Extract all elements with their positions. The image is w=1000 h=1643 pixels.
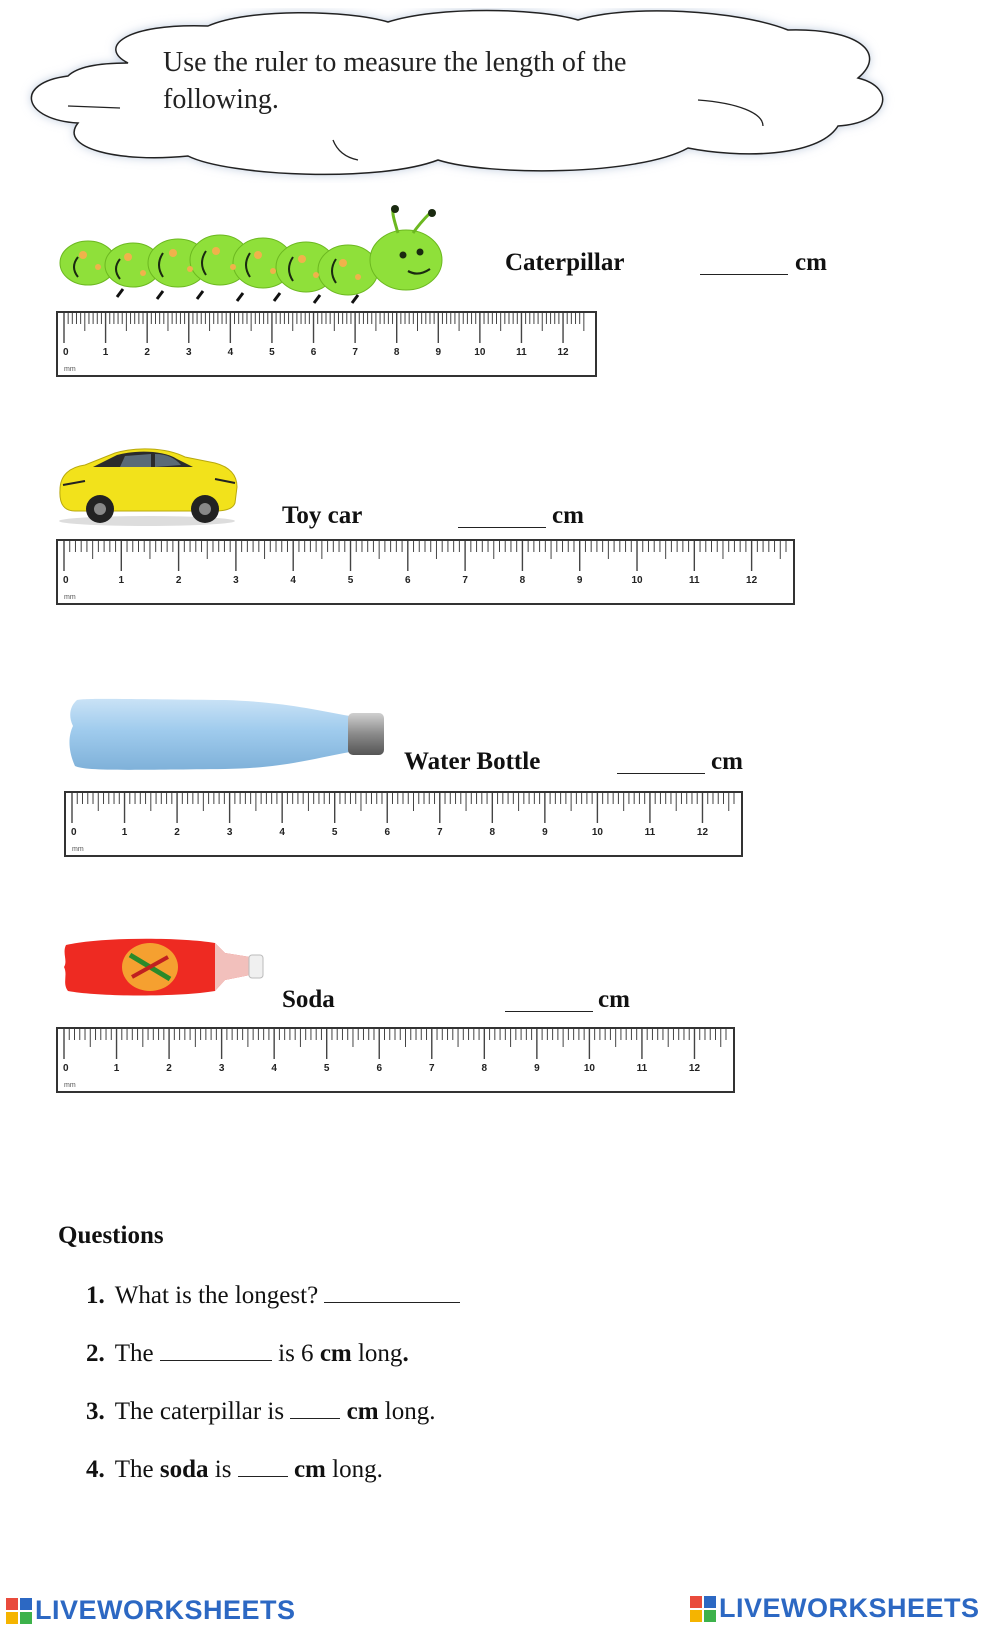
ruler-label: 3	[185, 347, 192, 358]
question-3-number: 3.	[86, 1398, 105, 1425]
ruler-label: 12	[696, 827, 709, 838]
ruler-caterpillar	[56, 310, 598, 380]
ruler-label: 9	[435, 347, 442, 358]
ruler-label: 5	[323, 1063, 330, 1074]
ruler-label: 0	[71, 827, 77, 838]
ruler-unit-label: mm	[64, 366, 76, 373]
answer-blank-caterpillar[interactable]	[700, 274, 788, 275]
ruler-soda	[56, 1026, 736, 1096]
answer-blank-toy-car[interactable]	[458, 527, 546, 528]
ruler-label: 7	[436, 827, 443, 838]
ruler-label: 5	[269, 347, 275, 358]
item-label-toy-car: Toy car	[282, 502, 363, 529]
question-1	[86, 1282, 460, 1310]
ruler-label: 1	[113, 1063, 120, 1074]
unit-caterpillar: cm	[795, 249, 827, 276]
ruler-label: 6	[405, 575, 411, 586]
ruler-label: 6	[376, 1063, 383, 1074]
ruler-label: 10	[631, 575, 643, 586]
ruler-label: 5	[347, 575, 354, 586]
question-1-text: What is the longest?	[114, 1282, 319, 1309]
item-label-caterpillar: Caterpillar	[505, 249, 625, 276]
ruler-label: 11	[636, 1063, 648, 1074]
ruler-label: 8	[481, 1063, 488, 1074]
ruler-toy-car	[56, 538, 796, 608]
ruler-label: 3	[226, 827, 233, 838]
ruler-label: 2	[166, 1063, 172, 1074]
question-4-blank[interactable]	[238, 1475, 288, 1477]
ruler-label: 2	[174, 827, 180, 838]
ruler-label: 12	[688, 1063, 701, 1074]
liveworksheets-logo-icon	[6, 1598, 32, 1624]
question-2-post: long	[357, 1340, 403, 1367]
liveworksheets-logo-left	[6, 1595, 296, 1626]
ruler-label: 6	[310, 347, 317, 358]
ruler-label: 6	[384, 827, 391, 838]
ruler-label: 11	[644, 827, 656, 838]
ruler-label: 10	[474, 347, 486, 358]
ruler-label: 12	[746, 575, 758, 586]
ruler-label: 3	[233, 575, 239, 586]
question-4	[86, 1456, 383, 1484]
ruler-label: 0	[63, 347, 69, 358]
ruler-label: 12	[557, 347, 569, 358]
unit-water-bottle: cm	[711, 748, 743, 775]
ruler-label: 11	[689, 575, 700, 586]
ruler-label: 8	[393, 347, 400, 358]
logo-text-right: LIVEWORKSHEETS	[719, 1593, 980, 1623]
question-2-blank[interactable]	[160, 1359, 272, 1361]
ruler-label: 3	[218, 1063, 225, 1074]
ruler-label: 2	[144, 347, 150, 358]
ruler-label: 8	[519, 575, 526, 586]
question-4-is: is	[214, 1456, 232, 1483]
ruler-label: 0	[63, 575, 69, 586]
question-4-post: long.	[332, 1456, 383, 1483]
question-4-bold: soda	[159, 1456, 209, 1483]
ruler-label: 1	[102, 347, 109, 358]
caterpillar-image	[58, 205, 453, 305]
unit-soda: cm	[598, 986, 630, 1013]
question-3-blank[interactable]	[290, 1417, 340, 1419]
question-3	[86, 1398, 436, 1426]
ruler-label: 9	[542, 827, 548, 838]
ruler-label: 4	[290, 575, 296, 586]
soda-image	[60, 935, 275, 1000]
question-2	[86, 1340, 409, 1368]
question-4-pre: The	[114, 1456, 154, 1483]
question-1-number: 1.	[86, 1282, 105, 1309]
logo-text-left: LIVEWORKSHEETS	[35, 1595, 296, 1625]
question-3-pre: The caterpillar is	[114, 1398, 285, 1425]
ruler-label: 1	[121, 827, 128, 838]
ruler-label: 9	[576, 575, 583, 586]
toy-car-image	[55, 445, 240, 527]
question-4-unit: cm	[293, 1456, 326, 1483]
unit-toy-car: cm	[552, 502, 584, 529]
ruler-label: 2	[175, 575, 182, 586]
question-1-blank[interactable]	[324, 1301, 460, 1303]
liveworksheets-logo-icon	[690, 1596, 716, 1622]
water-bottle-image	[65, 696, 390, 776]
answer-blank-soda[interactable]	[505, 1011, 593, 1012]
ruler-label: 8	[489, 827, 496, 838]
question-2-end: .	[402, 1340, 409, 1367]
ruler-unit-label: mm	[64, 1082, 76, 1089]
answer-blank-water-bottle[interactable]	[617, 773, 705, 774]
ruler-label: 7	[462, 575, 468, 586]
ruler-label: 7	[428, 1063, 435, 1074]
ruler-unit-label: mm	[64, 594, 76, 601]
item-label-water-bottle: Water Bottle	[404, 748, 541, 775]
ruler-label: 1	[118, 575, 125, 586]
ruler-label: 4	[227, 347, 234, 358]
question-3-unit: cm	[346, 1398, 379, 1425]
ruler-label: 4	[271, 1063, 277, 1074]
ruler-label: 9	[534, 1063, 540, 1074]
ruler-unit-label: mm	[72, 846, 84, 853]
ruler-label: 7	[352, 347, 358, 358]
ruler-label: 11	[516, 347, 527, 358]
ruler-label: 4	[279, 827, 285, 838]
ruler-label: 10	[591, 827, 603, 838]
question-2-unit: cm	[319, 1340, 352, 1367]
ruler-label: 5	[331, 827, 338, 838]
ruler-label: 0	[63, 1063, 69, 1074]
ruler-label: 10	[583, 1063, 595, 1074]
item-label-soda: Soda	[282, 986, 335, 1013]
question-3-post: long.	[384, 1398, 436, 1425]
question-2-pre: The	[114, 1340, 154, 1367]
questions-title: Questions	[58, 1222, 164, 1249]
instruction-text: Use the ruler to measure the length of the following.	[163, 47, 627, 115]
ruler-water-bottle	[64, 790, 744, 860]
question-2-number: 2.	[86, 1340, 105, 1367]
liveworksheets-logo-right	[690, 1593, 980, 1624]
question-4-number: 4.	[86, 1456, 105, 1483]
question-2-mid: is 6	[278, 1340, 314, 1367]
